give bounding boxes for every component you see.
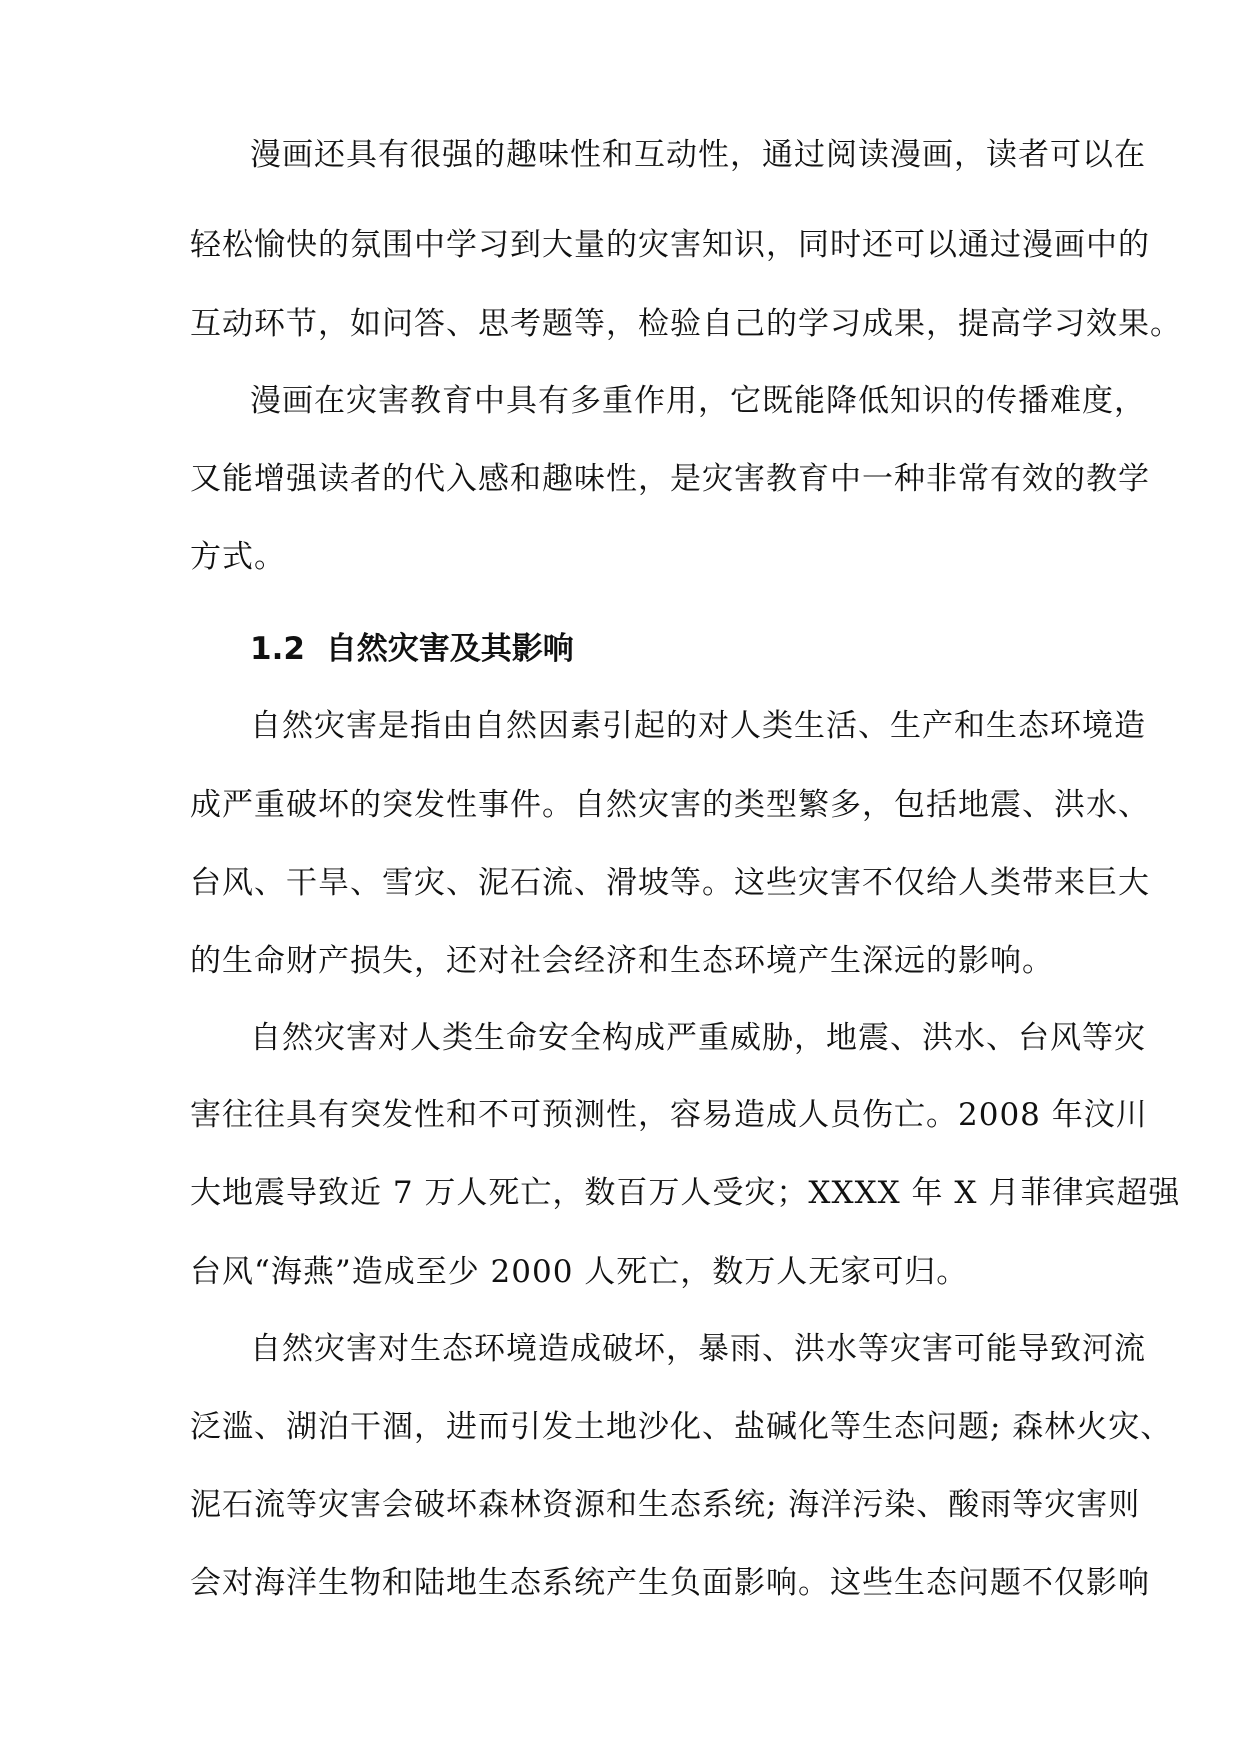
paragraph-line: 漫画还具有很强的趣味性和互动性，通过阅读漫画，读者可以在	[250, 137, 1146, 173]
section-heading	[250, 629, 574, 669]
paragraph-line: 自然灾害对生态环境造成破坏，暴雨、洪水等灾害可能导致河流	[250, 1331, 1146, 1367]
paragraph-line: 的生命财产损失，还对社会经济和生态环境产生深远的影响。	[190, 943, 1054, 979]
paragraph-line: 互动环节，如问答、思考题等，检验自己的学习成果，提高学习效果。	[190, 306, 1182, 342]
paragraph-line: 大地震导致近 7 万人死亡，数百万人受灾；XXXX 年 X 月菲律宾超强	[190, 1175, 1181, 1211]
paragraph-line: 会对海洋生物和陆地生态系统产生负面影响。这些生态问题不仅影响	[190, 1565, 1150, 1601]
paragraph-line: 台风“海燕”造成至少 2000 人死亡，数万人无家可归。	[190, 1254, 969, 1290]
paragraph-line: 自然灾害是指由自然因素引起的对人类生活、生产和生态环境造	[250, 708, 1146, 744]
section-title: 自然灾害及其影响	[325, 631, 574, 667]
paragraph-line: 成严重破坏的突发性事件。自然灾害的类型繁多，包括地震、洪水、	[190, 787, 1150, 823]
paragraph-line: 泛滥、湖泊干涸，进而引发土地沙化、盐碱化等生态问题; 森林火灾、	[190, 1409, 1173, 1445]
paragraph-line: 自然灾害对人类生命安全构成严重威胁，地震、洪水、台风等灾	[250, 1020, 1146, 1056]
paragraph-line: 漫画在灾害教育中具有多重作用，它既能降低知识的传播难度，	[250, 383, 1146, 419]
paragraph-line: 泥石流等灾害会破坏森林资源和生态系统; 海洋污染、酸雨等灾害则	[190, 1487, 1141, 1523]
paragraph-line: 方式。	[190, 539, 286, 575]
paragraph-line: 害往往具有突发性和不可预测性，容易造成人员伤亡。2008 年汶川	[190, 1097, 1148, 1133]
paragraph-line: 轻松愉快的氛围中学习到大量的灾害知识，同时还可以通过漫画中的	[190, 227, 1150, 263]
section-number: 1.2	[250, 631, 305, 667]
paragraph-line: 又能增强读者的代入感和趣味性，是灾害教育中一种非常有效的教学	[190, 461, 1150, 497]
paragraph-line: 台风、干旱、雪灾、泥石流、滑坡等。这些灾害不仅给人类带来巨大	[190, 865, 1150, 901]
